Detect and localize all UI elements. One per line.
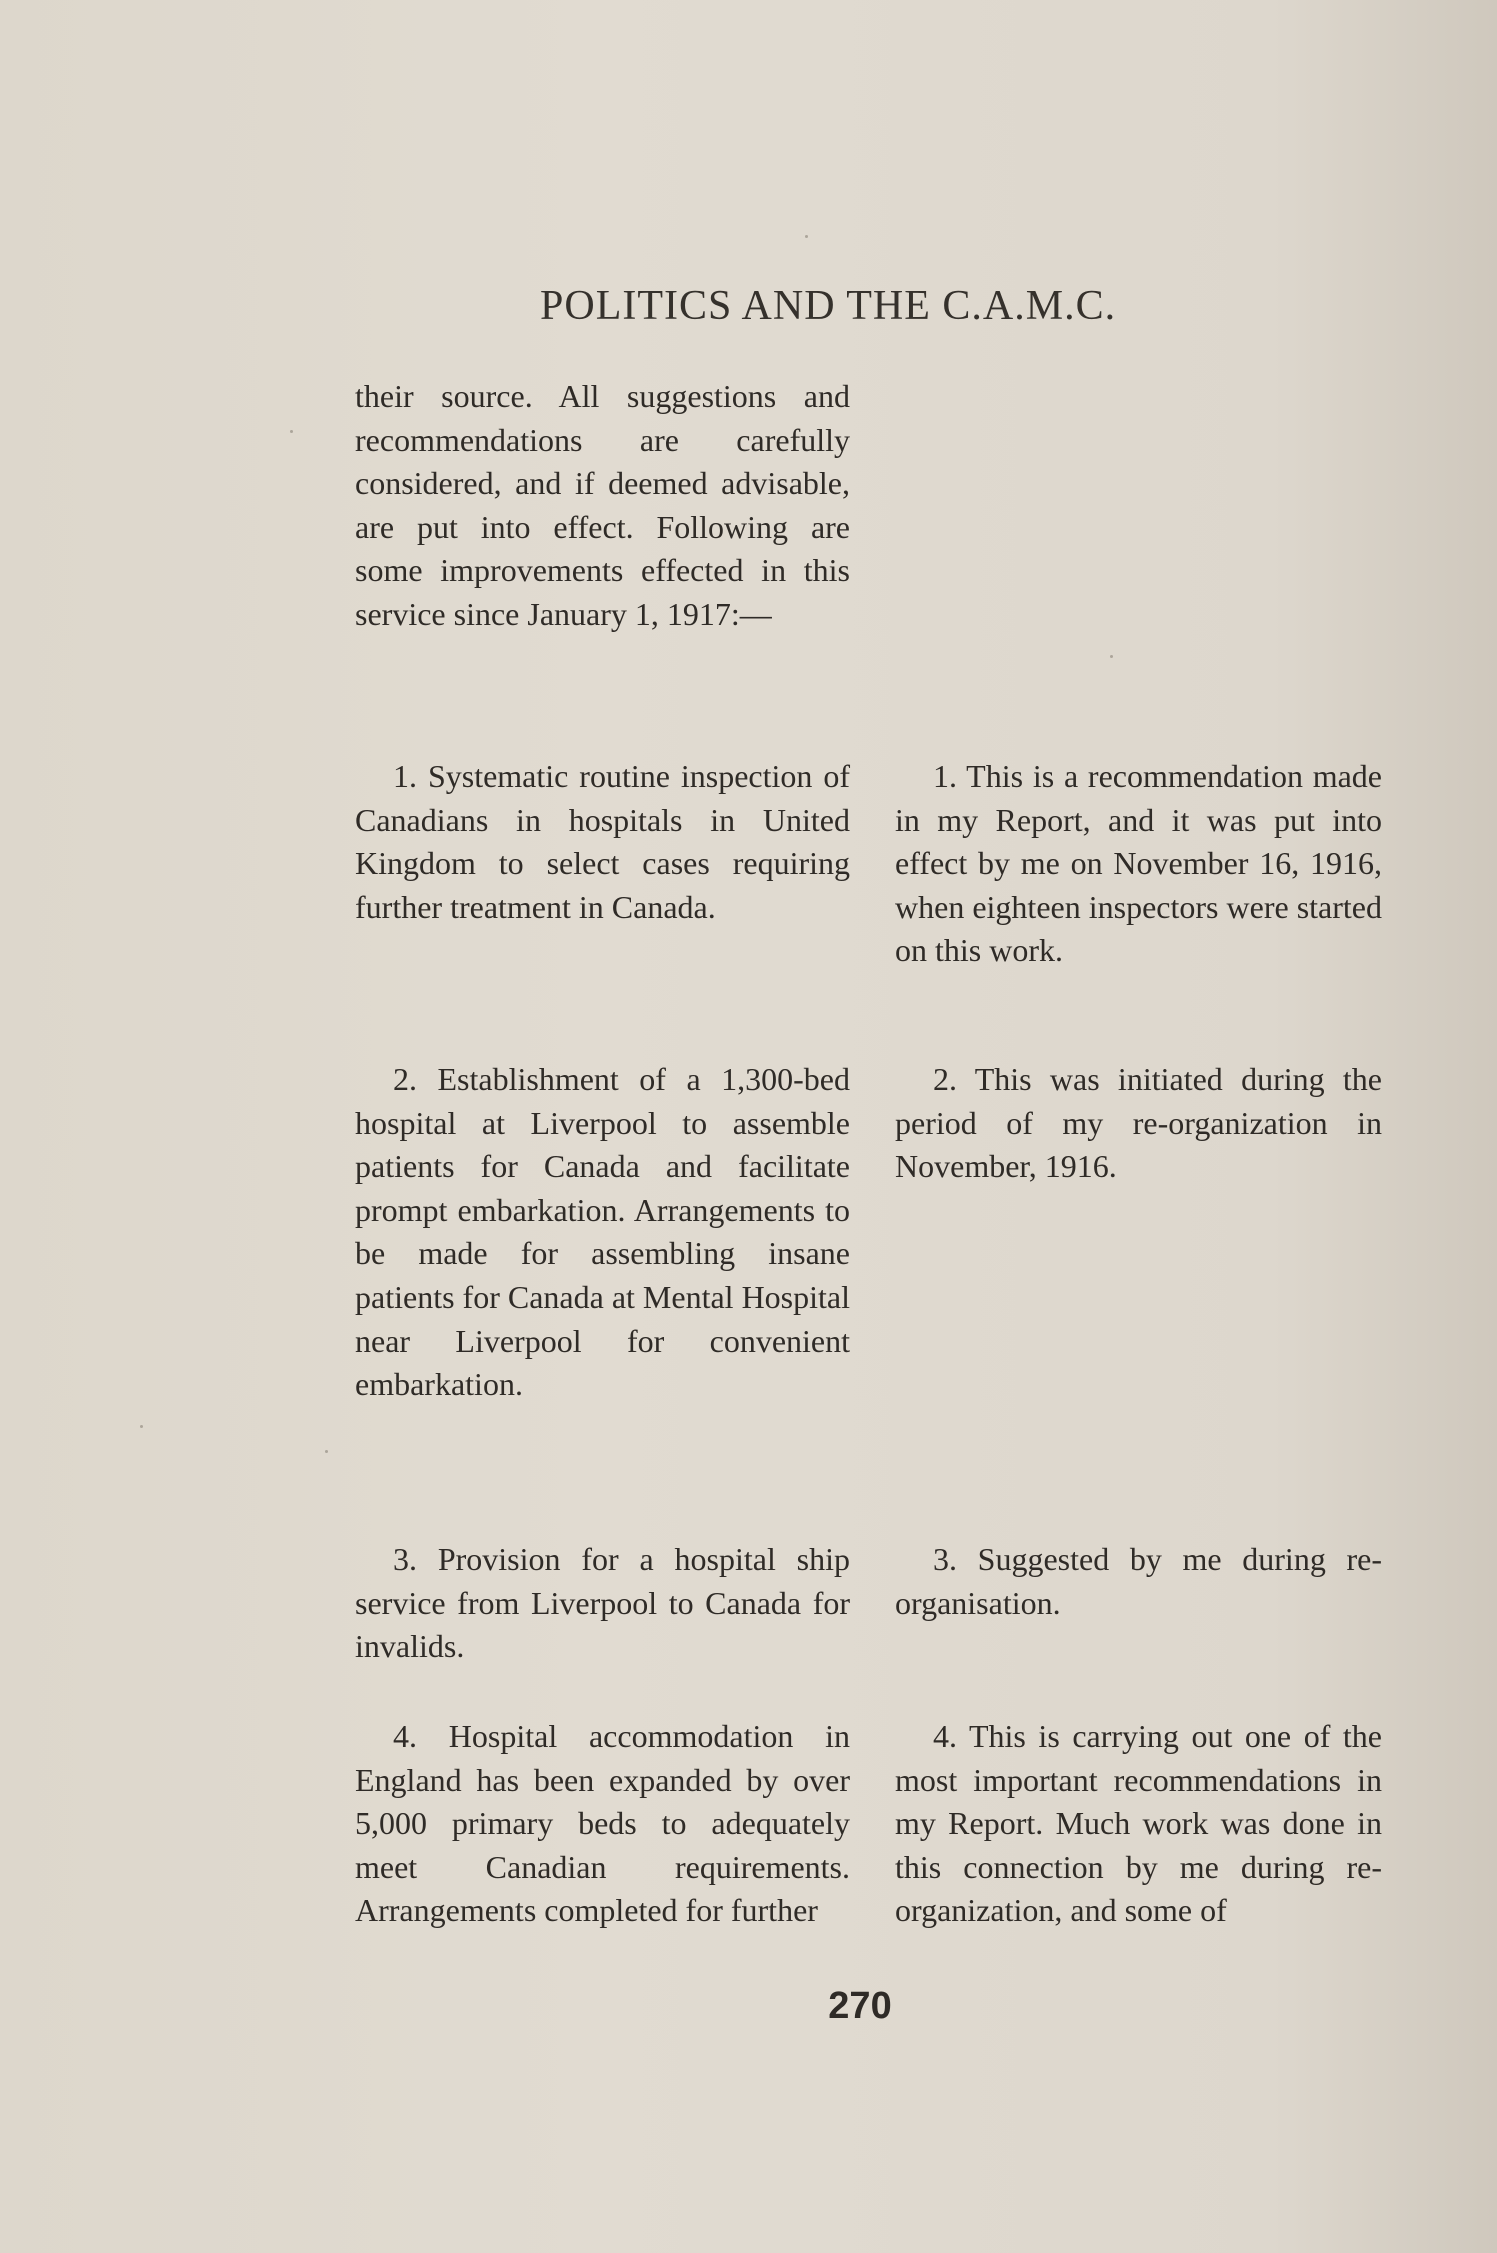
intro-paragraph bbox=[355, 375, 850, 637]
item-1-left bbox=[355, 755, 850, 929]
paper-speck bbox=[325, 1450, 328, 1453]
paper-speck bbox=[290, 430, 293, 433]
item-1-right bbox=[895, 755, 1382, 973]
item-3-right bbox=[895, 1538, 1382, 1625]
item-3-left bbox=[355, 1538, 850, 1669]
paper-speck bbox=[1110, 655, 1113, 658]
item-3-right-text: 3. Suggested by me during re-organisation. bbox=[895, 1541, 1382, 1621]
item-2-left-text: 2. Establishment of a 1,300-bed hospital at Liverpool to assemble patients for Canada and facilitate prompt embarkation. Arrangements to be made for assembling insane patients for Canada at Mental Hospital near Liverpool for convenient embarkation. bbox=[355, 1061, 850, 1403]
running-head: POLITICS AND THE C.A.M.C. bbox=[540, 283, 1117, 329]
item-2-right bbox=[895, 1058, 1382, 1189]
item-4-right-text: 4. This is carrying out one of the most important recommendations in my Report. Much work was done in this connection by me during re-organization, and some of bbox=[895, 1718, 1382, 1929]
item-3-left-text: 3. Provision for a hospital ship service from Liverpool to Canada for invalids. bbox=[355, 1541, 850, 1665]
item-1-right-text: 1. This is a recommendation made in my Report, and it was put into effect by me on November 16, 1916, when eighteen inspectors were started on this work. bbox=[895, 758, 1382, 969]
paper-speck bbox=[140, 1425, 143, 1428]
intro-text: their source. All suggestions and recommendations are carefully considered, and if deemed advisable, are put into effect. Following are some improvements effected in this service since January 1, 1917:— bbox=[355, 378, 850, 632]
item-2-right-text: 2. This was initiated during the period of my re-organization in November, 1916. bbox=[895, 1061, 1382, 1185]
page-number: 270 bbox=[828, 1985, 892, 2027]
item-4-right bbox=[895, 1715, 1382, 1933]
paper-speck bbox=[805, 235, 808, 238]
item-1-left-text: 1. Systematic routine inspection of Canadians in hospitals in United Kingdom to select cases requiring further treatment in Canada. bbox=[355, 758, 850, 925]
item-2-left bbox=[355, 1058, 850, 1407]
item-4-left bbox=[355, 1715, 850, 1933]
item-4-left-text: 4. Hospital accommodation in England has been expanded by over 5,000 primary beds to adequately meet Canadian requirements. Arrangements completed for further bbox=[355, 1718, 850, 1929]
